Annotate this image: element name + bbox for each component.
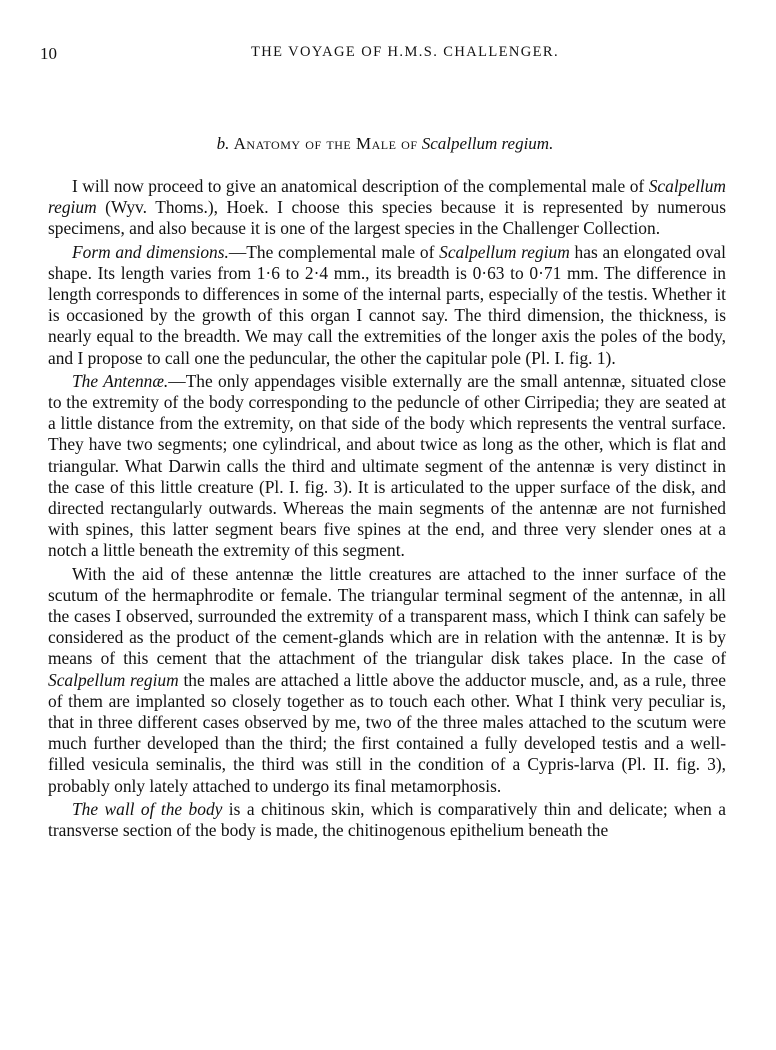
paragraph-lead: Form and dimensions. xyxy=(72,241,229,262)
body-text xyxy=(48,176,726,841)
running-title: THE VOYAGE OF H.M.S. CHALLENGER. xyxy=(251,44,559,60)
paragraph-introduction xyxy=(48,176,726,240)
species-name: Scalpellum regium xyxy=(48,669,179,690)
text-run: has an elongated oval shape. Its length varies from 1·6 to 2·4 mm., its breadth is 0·63 to 0·71 mm. The difference in length corresponds to differences in some of the internal parts, especially of the testis. Whether it is occasioned by the growth of this organ I cannot say. The third dimension, the thickness, is nearly equal to the breadth. We may call the extremities of the longer axis the poles of the body, and I propose to call one the peduncular, the other the capitular pole (Pl. I. fig. 1). xyxy=(48,241,726,368)
text-run: the males are attached a little above the adductor muscle, and, as a rule, three of them are implanted so closely together as to touch each other. What I think very peculiar is, that in three different cases observed by me, two of the three males attached to the scutum were much further developed than the third; the first contained a fully developed testis and a well-filled vesicula seminalis, the third was still in the condition of a Cypris-larva (Pl. II. fig. 3), probably only lately attached to undergo its final metamorphosis. xyxy=(48,669,726,796)
section-heading-species: Scalpellum regium. xyxy=(421,134,554,153)
species-name: Scalpellum regium xyxy=(439,241,570,262)
page-header xyxy=(40,44,730,68)
text-run: I will now proceed to give an anatomical description of the complemental male of xyxy=(72,176,649,196)
text-run: (Wyv. Thoms.), Hoek. I choose this species because it is represented by numerous specimens, and also because it is one of the largest species in the Challenger Collection. xyxy=(48,197,726,239)
paragraph-lead: The Antennæ. xyxy=(72,370,169,391)
paragraph-lead: The wall of the body xyxy=(72,798,223,819)
text-run: is a chitinous skin, which is comparatively thin and delicate; when a transverse section of the body is made, the chitinogenous epithelium beneath the xyxy=(48,798,726,841)
text-run: —The complemental male of xyxy=(228,241,440,262)
species-name: Scalpellum regium xyxy=(48,176,726,218)
paragraph-antennae xyxy=(48,371,726,562)
paragraph-attachment xyxy=(48,564,726,797)
text-run: —The only appendages visible externally are the small antennæ, situated close to the extremity of the body corresponding to the peduncle of other Cirripedia; they are seated at a little distance from the extremity, on that side of the body which represents the ventral surface. They have two segments; one cylindrical, and about twice as long as the other, which is flat and triangular. What Darwin calls the third and ultimate segment of the antennæ is very distinct in the case of this little creature (Pl. I. fig. 3). It is articulated to the upper surface of the disk, and directed rectangularly outwards. Whereas the main segments of the antennæ are not furnished with spines, this latter segment bears five spines at the end, and three very slender ones at a notch a little beneath the extremity of this segment. xyxy=(48,370,727,561)
paragraph-form-dimensions xyxy=(48,242,726,369)
section-heading xyxy=(40,134,730,154)
page-number: 10 xyxy=(40,44,57,63)
paragraph-body-wall xyxy=(48,799,726,841)
section-label: b. xyxy=(216,134,230,153)
text-run: With the aid of these antennæ the little creatures are attached to the inner surface of the scutum of the hermaphrodite or female. The triangular terminal segment of the antennæ, in all the cases I observed, surrounded the extremity of a transparent mass, which I think can safely be considered as the product of the cement-glands which are in relation with the antennæ. It is by means of this cement that the attachment of the triangular disk takes place. In the case of xyxy=(48,563,726,669)
section-heading-caps: Anatomy of the Male of xyxy=(233,134,418,153)
